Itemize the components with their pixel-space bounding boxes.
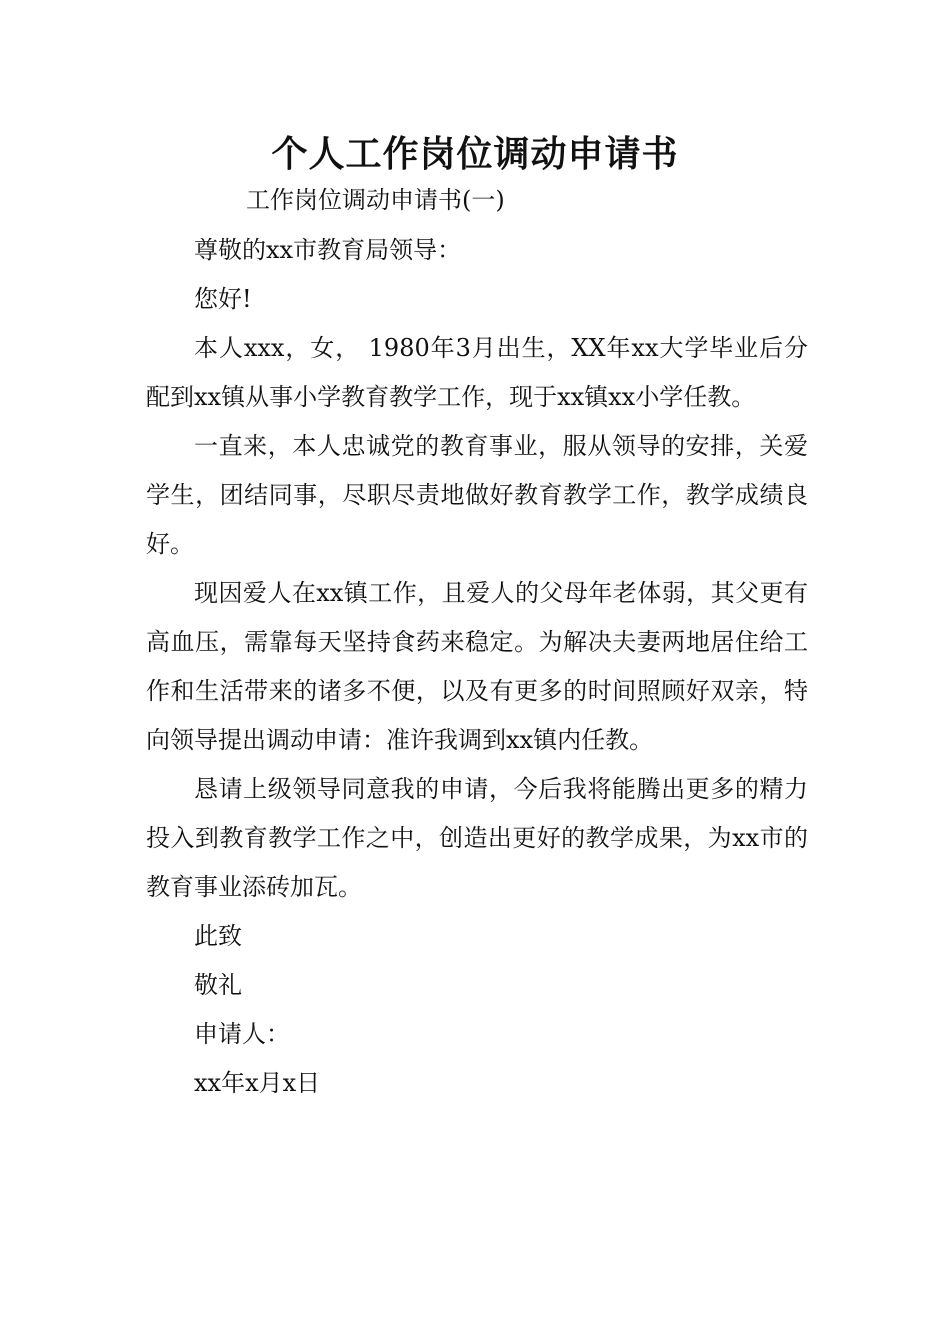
document-title: 个人工作岗位调动申请书 <box>271 133 679 175</box>
closing-line: 此致 <box>194 922 242 950</box>
paragraph: 现因爱人在xx镇工作，且爱人的父母年老体弱，其父更有高血压，需靠每天坚持食药来稳定。为解决夫妻两地居住给工作和生活带来的诸多不便，以及有更多的时间照顾好双亲，特向领导提出调动申请：准许我调到xx镇内任教。 <box>146 579 808 754</box>
date-line: xx年x月x日 <box>194 1069 321 1097</box>
greeting: 您好! <box>194 285 252 313</box>
document-subtitle: 工作岗位调动申请书(一) <box>246 186 505 214</box>
letter-body <box>146 226 808 1108</box>
paragraph: 本人xxx，女， 1980年3月出生，XX年xx大学毕业后分配到xx镇从事小学教育教学工作，现于xx镇xx小学任教。 <box>146 334 808 411</box>
closing-line: 敬礼 <box>194 971 242 999</box>
paragraph: 恳请上级领导同意我的申请，今后我将能腾出更多的精力投入到教育教学工作之中，创造出更好的教学成果，为xx市的教育事业添砖加瓦。 <box>146 775 808 901</box>
applicant-line: 申请人： <box>194 1020 290 1048</box>
salutation: 尊敬的xx市教育局领导： <box>194 236 462 264</box>
paragraph: 一直来，本人忠诚党的教育事业，服从领导的安排，关爱学生，团结同事，尽职尽责地做好教育教学工作，教学成绩良好。 <box>146 432 808 558</box>
